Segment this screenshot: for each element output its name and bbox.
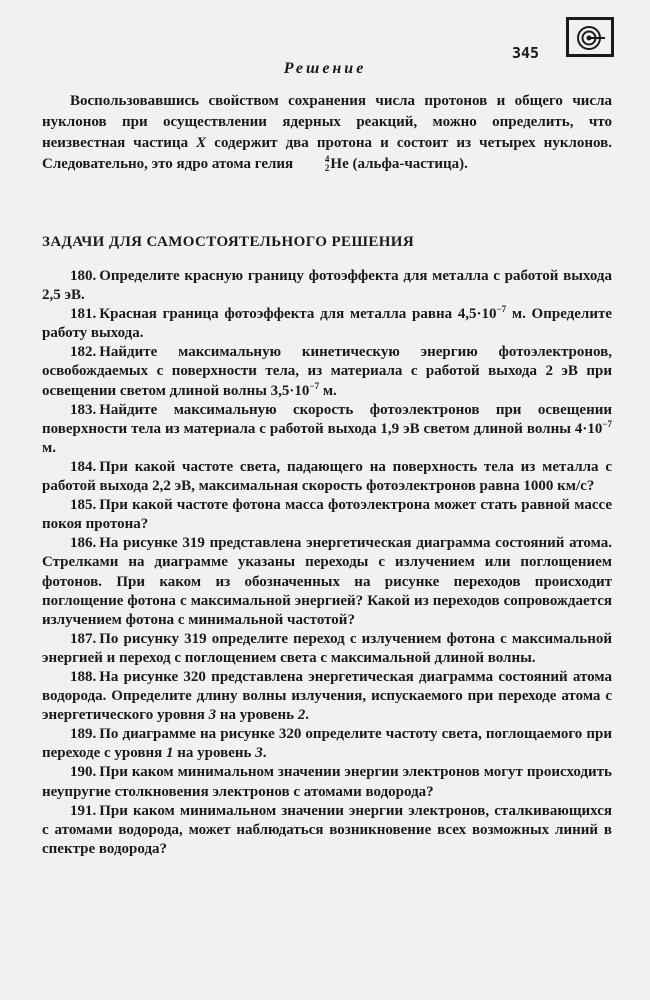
problem-191: 191. При каком минимальном значении энергии электронов, сталкивающихся с атомами водорода, может наблюдаться возникновение всех возможных линий в спектре водорода? <box>42 802 612 857</box>
problem-183: 183. Найдите максимальную скорость фотоэлектронов при освещении поверхности тела из материала с работой выхода 1,9 эВ светом длиной волны $4\cdot 10^{-7}$ м. <box>42 401 612 456</box>
problem-list <box>42 267 612 859</box>
problem-188: 188. На рисунке 320 представлена энергетическая диаграмма состояний атома водорода. Определите длину волны излучения, испускаемого при переходе атома с энергетического уровня 3 на уровень 2. <box>42 668 612 724</box>
helium-isotope-indices: 4 2 <box>324 154 330 173</box>
section-marker <box>566 17 614 57</box>
symbol-x: X <box>196 135 207 151</box>
solution-text: Воспользовавшись свойством сохранения числа протонов и общего числа нуклонов при осуществлении ядерных реакций, можно определить, что неизвестная частица X содержит два протона и состоит из четырех нуклонов. Следовательно, это ядро атома гелия 4 2 He (альфа-частица). <box>42 93 613 173</box>
problem-190: 190. При каком минимальном значении энергии электронов могут происходить неупругие столкновения электронов с атомами водорода? <box>42 764 612 800</box>
problem-182: 182. Найдите максимальную кинетическую энергию фотоэлектронов, освобождаемых с поверхности тела, из материала с работой выхода 2 эВ при освещении светом длиной волны $3,5\cdot 10^{-7}$ м. <box>42 344 612 399</box>
solution-heading: Решение <box>283 60 367 77</box>
section-heading: ЗАДАЧИ ДЛЯ САМОСТОЯТЕЛЬНОГО РЕШЕНИЯ <box>42 234 415 250</box>
page-number: 345 <box>512 44 540 62</box>
problem-181: 181. Красная граница фотоэффекта для металла равна $4,5\cdot 10^{-7}$ м. Определите работу выхода. <box>42 304 612 342</box>
spiral-icon <box>575 24 607 52</box>
problem-187: 187. По рисунку 319 определите переход с излучением фотона с максимальной энергией и переход с поглощением света с максимальной длиной волны. <box>42 630 612 666</box>
problem-180: 180. Определите красную границу фотоэффекта для металла с работой выхода 2,5 эВ. <box>42 268 612 304</box>
problem-189: 189. По диаграмме на рисунке 320 определите частоту света, поглощаемого при переходе с уровня 1 на уровень 3. <box>42 726 612 762</box>
problem-186: 186. На рисунке 319 представлена энергетическая диаграмма состояний атома. Стрелками на диаграмме указаны переходы с излучением или поглощением фотонов. При каком из обозначенных на рисунке переходов происходит поглощение фотона с максимальной энергией? Какой из переходов сопровождается излучением фотона с минимальной частотой? <box>42 535 612 628</box>
problem-184: 184. При какой частоте света, падающего на поверхность тела из металла с работой выхода 2,2 эВ, максимальная скорость фотоэлектронов равна 1000 км/с? <box>42 458 612 495</box>
problem-185: 185. При какой частоте фотона масса фотоэлектрона может стать равной массе покоя протона? <box>42 497 612 533</box>
